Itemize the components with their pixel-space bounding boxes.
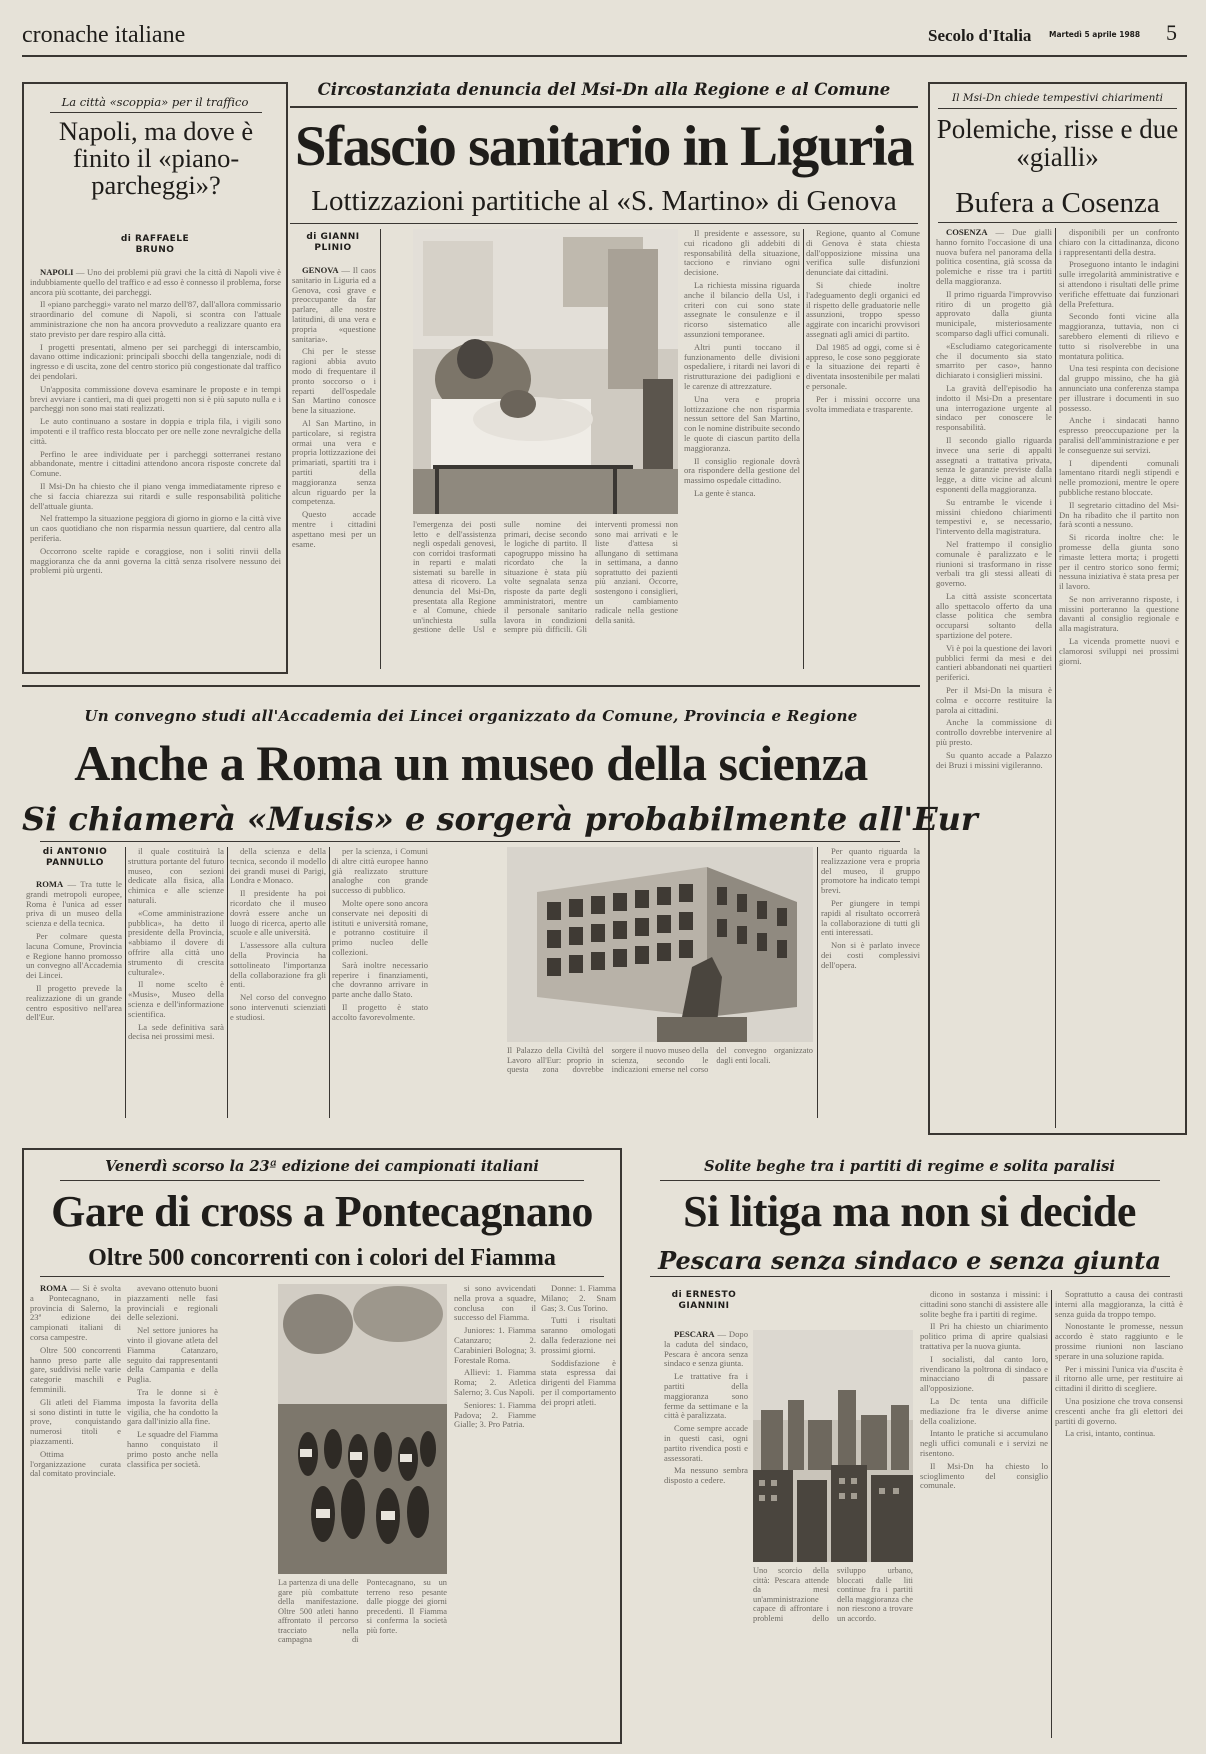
roma-col4: per la scienza, i Comuni di altre città europee hanno già realizzato strutture analoghe con grande successo di pubblico. Molte opere sono ancora conservate nei depositi di istituti e università romane, e potranno costituire il primo nucleo delle collezioni. Sarà inoltre necessario reperire i finanziamenti, che dovranno arrivare in parte anche dallo Stato. Il progetto è stato accolto favorevolmente. (332, 847, 428, 1022)
roma-kicker: Un convegno studi all'Accademia dei Lincei organizzato da Comune, Provincia e Regione (84, 707, 858, 725)
cosenza-subhead: Bufera a Cosenza (955, 187, 1160, 219)
roma-photo-caption: Il Palazzo della Civiltà del Lavoro all'Eur: proprio in questa zona dovrebbe sorgere il nuovo museo della scienza, secondo le indicazioni emerse nel corso del convegno organizzato dagli enti locali. (507, 1046, 813, 1075)
issue-date: Martedì 5 aprile 1988 (1049, 30, 1141, 39)
pescara-city-photo (753, 1330, 913, 1562)
roma-col2: il quale costituirà la struttura portante del futuro museo, con sezioni dedicate alla fisica, alla chimica e alle scienze naturali. «Come amministrazione pubblica», ha detto il presidente della Provincia, «abbiamo il dovere di offrire alla città uno strumento di crescita culturale». Il nome scelto è «Musis», Museo della scienza e dell'informazione scientifica. La sede definitiva sarà decisa nei prossimi mesi. (128, 847, 224, 1042)
roma-col3: della scienza e della tecnica, secondo il modello dei grandi musei di Parigi, Londra e Monaco. Il presidente ha poi ricordato che il museo dovrà essere anche un luogo di ricerca, aperto alle scuole e alle università. L'assessore alla cultura della Provincia ha sottolineato l'importanza della collaborazione fra gli enti. Nel corso del convegno sono intervenuti scienziati e studiosi. (230, 847, 326, 1022)
pescara-photo-caption: Uno scorcio della città: Pescara attende da mesi un'amministrazione capace di affrontare i problemi dello sviluppo urbano, bloccati dalle liti continue fra i partiti della maggioranza che non riescono a trovare un accordo. (753, 1566, 913, 1623)
pescara-byline: di ERNESTO GIANNINI (671, 1290, 737, 1311)
roma-col1: ROMA — Tra tutte le grandi metropoli europee, Roma è l'unica ad esser priva di un museo della scienza e della tecnica. Per colmare questa lacuna Comune, Provincia e Regione hanno promosso un convegno all'Accademia dei Lincei. Il progetto prevede la realizzazione di un grande centro espositivo nell'area dell'Eur. (26, 880, 122, 1023)
pescara-dateline: PESCARA (674, 1330, 715, 1339)
cross-subhead: Oltre 500 concorrenti con i colori del Fiamma (88, 1245, 556, 1271)
pescara-kicker: Solite beghe tra i partiti di regime e solita paralisi (704, 1158, 1115, 1175)
roma-col6: Per quanto riguarda la realizzazione vera e propria del museo, il gruppo promotore ha indicato tempi brevi. Per giungere in tempi rapidi al risultato occorrerà la collaborazione di tutti gli enti interessati. Non si è parlato invece dei costi complessivi dell'opera. (821, 847, 920, 970)
roma-subhead: Si chiamerà «Musis» e sorgerà probabilmente all'Eur (22, 800, 978, 838)
cross-headline: Gare di cross a Pontecagnano (51, 1187, 593, 1236)
liguria-col1: GENOVA — Il caos sanitario in Liguria ed a Genova, così grave e preoccupante da far parlare, alle nostre latitudini, di una vera e propria «questione sanitaria». Chi per le stesse ragioni abbia avuto modo di frequentare il pronto soccorso o i reparti dell'ospedale San Martino conosce bene la situazione. Al San Martino, in particolare, si registra ormai una vera e propria lottizzazione dei primariati, spartiti tra i partiti della maggioranza senza alcun riguardo per la competenza. Questo accade mentre i cittadini aspettano mesi per un esame. (292, 266, 376, 549)
pescara-headline: Si litiga ma non si decide (683, 1187, 1136, 1236)
liguria-byline: di GIANNI PLINIO (306, 232, 360, 253)
liguria-subhead: Lottizzazioni partitiche al «S. Martino» di Genova (311, 185, 897, 217)
liguria-text-under-photo: l'emergenza dei posti letto e dell'assistenza negli ospedali genovesi, con corridoi trasformati in reparti e malati sistemati su barelle in attesa di ricovero. La denuncia del Msi-Dn, presentata alla Regione e al Comune, chiede un'inchiesta sulla gestione delle Usl e sulle nomine dei primari, decise secondo le logiche di partito. Il capogruppo missino ha ricordato che la situazione è stata più volte segnalata senza risposte da parte degli amministratori, mentre il personale sanitario lavora in condizioni sempre più difficili. Gli interventi promessi non sono mai arrivati e le liste d'attesa si allungano di settimana in settimana, a danno soprattutto dei pazienti più anziani. Occorre, sostengono i consiglieri, un cambiamento radicale nella gestione della sanità. (413, 520, 678, 635)
napoli-kicker: La città «scoppia» per il traffico (61, 95, 249, 109)
palazzo-civilta-photo (507, 847, 813, 1042)
cross-col5: Donne: 1. Fiamma Milano; 2. Snam Gas; 3. Cus Torino. Tutti i risultati saranno omologati dalla federazione nei prossimi giorni. Soddisfazione è stata espressa dai dirigenti del Fiamma per il comportamento dei propri atleti. (541, 1284, 616, 1407)
pescara-city-image (753, 1330, 913, 1562)
pescara-subhead: Pescara senza sindaco e senza giunta (658, 1246, 1161, 1275)
cross-photo-caption: La partenza di una delle gare più combattute della manifestazione. Oltre 500 atleti hanno affrontato il percorso tracciato nella campagna di Pontecagnano, su un terreno reso pesante dalle piogge dei giorni precedenti. Il Fiamma si conferma la società più forte. (278, 1578, 447, 1645)
cosenza-kicker: Il Msi-Dn chiede tempestivi chiarimenti (952, 92, 1163, 104)
liguria-col5: Regione, quanto al Comune di Genova è stata chiesta dall'opposizione missina una verifica sulle disfunzioni denunciate dai cittadini. Si chiede inoltre l'adeguamento degli organici ed il rispetto delle graduatorie nelle assunzioni, troppo spesso aggirate con incarichi provvisori assegnati agli amici di partito. Dal 1985 ad oggi, come si è appreso, le cose sono peggiorate e la situazione dei reparti è diventata insostenibile per malati e personale. Per i missini occorre una svolta immediata e trasparente. (806, 229, 920, 414)
cosenza-col1: COSENZA — Due gialli hanno fornito l'occasione di una nuova bufera nel panorama della politica cosentina, già scossa da polemiche e risse tra i partiti della maggioranza. Il primo riguarda l'improvviso ritiro di un progetto già approvato dalla giunta municipale, misteriosamente scomparso dagli uffici comunali. «Escludiamo categoricamente che il documento sia stato smarrito per caso», hanno dichiarato i consiglieri missini. La gravità dell'episodio ha indotto il Msi-Dn a presentare una interrogazione urgente al sindaco per conoscere le responsabilità. Il secondo giallo riguarda invece una serie di appalti assegnati a trattativa privata, senza le garanzie previste dalla legge, a ditte vicine ad alcuni esponenti della maggioranza. Su entrambe le vicende i missini chiedono chiarimenti tempestivi e, se necessario, l'intervento della magistratura. Nel frattempo il consiglio comunale è paralizzato e le riunioni si trasformano in risse verbali tra gli stessi alleati di governo. La città assiste sconcertata allo spettacolo offerto da una classe politica che sembra occuparsi soltanto della spartizione del potere. Vi è poi la questione dei lavori pubblici fermi da mesi e dei cantieri abbandonati nei quartieri periferici. Per il Msi-Dn la misura è colma e occorre restituire la parola ai cittadini. Anche la commissione di controllo dovrebbe intervenire al più presto. Su quanto accade a Palazzo dei Bruzi i missini vigileranno. (936, 228, 1052, 770)
liguria-kicker: Circostanziata denuncia del Msi-Dn alla Regione e al Comune (317, 80, 891, 99)
liguria-col4: Il presidente e assessore, su cui ricadono gli addebiti di responsabilità della situazione, tacciono e rinviano ogni decisione. La richiesta missina riguarda anche il bilancio della Usl, i criteri con cui sono state assegnate le consulenze e il ricorso sistematico alle assunzioni temporanee. Altri punti toccano il funzionamento delle divisioni ospedaliere, i ritardi nei lavori di ristrutturazione dei padiglioni e le carenze di attrezzature. Una vera e propria lottizzazione che non risparmia nessun settore del San Martino, con le nomine distribuite secondo le quote di ciascun partito della maggioranza. Il consiglio regionale dovrà ora rispondere della gestione del massimo ospedale cittadino. La gente è stanca. (684, 229, 800, 498)
napoli-body: NAPOLI — Uno dei problemi più gravi che la città di Napoli vive è indubbiamente quello del traffico e ad esso è connesso il problema, forse ancora più scottante, dei parcheggi. Il «piano parcheggi» varato nel marzo dell'87, dall'allora commissario straordinario del comune di Napoli, si scontra con l'attuale amministrazione che non ha ancora provveduto a realizzare quanto era stato previsto per dare respiro alla città. I progetti presentati, almeno per sei parcheggi di interscambio, davano ottime indicazioni: principali sbocchi della tangenziale, nodi di ingresso e di uscita, zone del centro storico più congestionate dal traffico dei pendolari. Un'apposita commissione doveva esaminare le proposte e in tempi brevi avviare i cantieri, ma di quei progetti non si è più saputo nulla e i parcheggi non sono mai stati realizzati. Le auto continuano a sostare in doppia e tripla fila, i vigili sono impotenti e il traffico resta bloccato per ore nelle zone nevralgiche della città. Perfino le aree individuate per i parcheggi sotterranei restano abbandonate, mentre i cittadini attendono ancora risposte concrete dal Comune. Il Msi-Dn ha chiesto che il piano venga immediatamente ripreso e che si faccia chiarezza sui ritardi e sulle responsabilità politiche dell'attuale giunta. Nel frattempo la situazione peggiora di giorno in giorno e la città vive un caos quotidiano che non risparmia nessun quartiere, dal centro alla periferia. Occorrono scelte rapide e coraggiose, non i soliti rinvii della maggioranza che da anni governa la città senza risolvere nessuno dei problemi più urgenti. (30, 268, 281, 576)
cosenza-col2: disponibili per un confronto chiaro con la cittadinanza, dicono i rappresentanti della destra. Proseguono intanto le indagini sulle irregolarità amministrative e si attendono i risultati delle prime verifiche effettuate dai funzionari della Prefettura. Secondo fonti vicine alla maggioranza, tuttavia, non ci sarebbero elementi di rilievo e tutto si risolverebbe in una montatura politica. Una tesi respinta con decisione dal gruppo missino, che ha già annunciato una conferenza stampa per illustrare i documenti in suo possesso. Anche i sindacati hanno espresso preoccupazione per la paralisi dell'amministrazione e per le conseguenze sui servizi. I dipendenti comunali lamentano ritardi negli stipendi e nelle promozioni, mentre le opere pubbliche restano bloccate. Il segretario cittadino del Msi-Dn ha ribadito che il partito non farà sconti a nessuno. Si ricorda inoltre che: le promesse della giunta sono rimaste lettera morta; i progetti per il centro storico sono fermi; nessuna iniziativa è stata presa per il lavoro. Se non arriveranno risposte, i missini porteranno la questione davanti al consiglio regionale e alla magistratura. La vicenda promette nuovi e clamorosi sviluppi nei prossimi giorni. (1059, 228, 1179, 666)
cross-race-photo (278, 1284, 447, 1574)
cross-race-image (278, 1284, 447, 1574)
paper-name: Secolo d'Italia (928, 26, 1032, 45)
cross-col2: avevano ottenuto buoni piazzamenti nelle fasi provinciali e regionali delle selezioni. Nel settore juniores ha vinto il giovane atleta del Fiamma Catanzaro, seguito dai rappresentanti della Campania e della Puglia. Tra le donne si è imposta la favorita della vigilia, che ha condotto la gara dall'inizio alla fine. Le squadre del Fiamma hanno conquistato il primo posto anche nella classifica per società. (127, 1284, 218, 1469)
pescara-col3: dicono in sostanza i missini: i cittadini sono stanchi di assistere alle solite beghe fra i partiti di regime. Il Pri ha chiesto un chiarimento politico prima di aprire qualsiasi trattativa per la nuova giunta. I socialisti, dal canto loro, rivendicano la poltrona di sindaco e minacciano di passare all'opposizione. La Dc tenta una difficile mediazione fra le diverse anime della coalizione. Intanto le pratiche si accumulano negli uffici comunali e i servizi ne risentono. Il Msi-Dn ha chiesto lo scioglimento del consiglio comunale. (920, 1290, 1048, 1491)
napoli-dateline: NAPOLI (40, 268, 74, 277)
cross-dateline: ROMA (40, 1284, 68, 1293)
page-number: 5 (1166, 20, 1177, 45)
hospital-ward-photo (413, 229, 678, 514)
cross-kicker: Venerdì scorso la 23ª edizione dei campionati italiani (105, 1158, 539, 1175)
liguria-headline: Sfascio sanitario in Liguria (294, 115, 914, 178)
roma-dateline: ROMA (36, 880, 64, 889)
cosenza-dateline: COSENZA (946, 228, 988, 237)
cross-col4: si sono avvicendati nella prova a squadre, conclusa con il successo del Fiamma. Juniores: 1. Fiamma Catanzaro; 2. Carabinieri Bologna; 3. Forestale Roma. Allievi: 1. Fiamma Roma; 2. Atletica Salerno; 3. Cus Napoli. Seniores: 1. Fiamma Padova; 2. Fiamme Gialle; 3. Pro Patria. (454, 1284, 536, 1430)
pescara-col1: PESCARA — Dopo la caduta del sindaco, Pescara è ancora senza sindaco e senza giunta. Le trattative fra i partiti della maggioranza sono ferme da settimane e la città è paralizzata. Come sempre accade in questi casi, ogni partito rivendica posti e assessorati. Ma nessuno sembra disposto a cedere. (664, 1330, 748, 1486)
masthead (22, 18, 1187, 52)
palazzo-civilta-image (507, 847, 813, 1042)
roma-byline: di ANTONIO PANNULLO (42, 847, 108, 868)
roma-headline: Anche a Roma un museo della scienza (74, 735, 868, 791)
cross-col1: ROMA — Si è svolta a Pontecagnano, in provincia di Salerno, la 23ª edizione dei campionati italiani di corsa campestre. Oltre 500 concorrenti hanno preso parte alle gare, suddivisi nelle varie categorie maschili e femminili. Gli atleti del Fiamma si sono distinti in tutte le prove, conquistando numerosi titoli e piazzamenti. Ottima l'organizzazione curata dal comitato provinciale. (30, 1284, 121, 1479)
pescara-col4: Soprattutto a causa dei contrasti interni alla maggioranza, la città è senza guida da troppo tempo. Nonostante le promesse, nessun accordo è stato raggiunto e le prossime riunioni non lasciano sperare in una soluzione rapida. Per i missini l'unica via d'uscita è il ritorno alle urne, per restituire ai cittadini il diritto di scegliere. Una posizione che trova consensi crescenti anche fra gli elettori dei partiti di governo. La crisi, intanto, continua. (1055, 1290, 1183, 1439)
section-name: cronache italiane (22, 22, 186, 48)
hospital-ward-image (413, 229, 678, 514)
masthead-rule (22, 55, 1187, 57)
cosenza-headline: Polemiche, risse e due «gialli» (936, 114, 1179, 172)
napoli-headline: Napoli, ma dove è finito il «piano-parcheggi»? (58, 116, 254, 201)
napoli-byline: di RAFFAELE BRUNO (120, 234, 190, 255)
liguria-dateline: GENOVA (302, 266, 339, 275)
